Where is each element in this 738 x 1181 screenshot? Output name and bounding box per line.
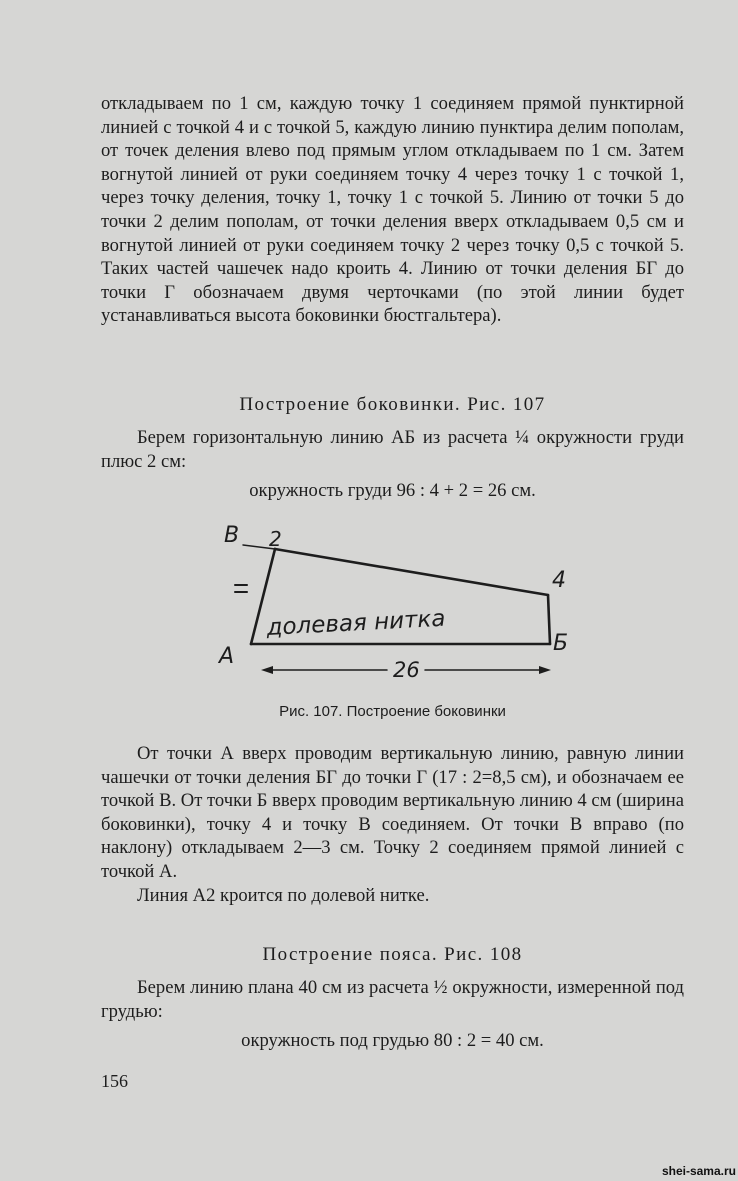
- figure-107-diagram: [215, 515, 585, 695]
- paragraph-continuation: [101, 92, 684, 328]
- label-point-b: Б: [553, 631, 569, 656]
- paragraph-2: Берем горизонтальную линию АБ из расчета ¼ окружности груди плюс 2 см:: [101, 427, 684, 472]
- paragraph-4: Линия А2 кроится по долевой нитке.: [137, 884, 430, 906]
- arrow-right-icon: [539, 666, 551, 674]
- page-number: 156: [101, 1071, 128, 1091]
- label-dimension-26: 26: [393, 658, 420, 682]
- paragraph-5: Берем линию плана 40 см из расчета ½ окружности, измеренной под грудью:: [101, 977, 684, 1022]
- paragraph-2-block: [101, 426, 684, 473]
- paragraph-3: От точки А вверх проводим вертикальную линию, равную линии чашечки от точки деления БГ до точки Г (17 : 2=8,5 см), и обозначаем ее точкой В. От точки Б вверх проводим вертикальную линию 4 см (ширина боковинки), точку 4 и точку В соединяем. От точки В вправо (по наклону) откладываем 2—3 см. Точку 2 соединяем прямой линией с точкой А.: [101, 743, 684, 882]
- section-heading-poyas: Построение пояса. Рис. 108: [262, 944, 523, 965]
- section-heading-bokovinka: Построение боковинки. Рис. 107: [239, 394, 546, 415]
- line-2-4: [275, 549, 548, 595]
- formula-bust: окружность груди 96 : 4 + 2 = 26 см.: [249, 480, 536, 501]
- label-point-4: 4: [552, 568, 566, 593]
- paragraph-1: откладываем по 1 см, каждую точку 1 соединяем прямой пунктирной линией с точкой 4 и с точкой 5, каждую линию пунктира делим пополам, от точек деления влево под прямым углом откладываем по 1 см. Затем вогнутой линией от руки соединяем точку 4 через точку 1 с точкой 1, через точку деления, точку 1, точку 1 с точкой 5. Линию от точки 5 до точки 2 делим пополам, от точки деления вверх откладываем 0,5 см и вогнутой линией от руки соединяем точку 2 через точку 0,5 с точкой 5. Таких частей чашечек надо кроить 4. Линию от точки деления БГ до точки Г обозначаем двумя черточками (по этой линии будет устанавливаться высота боковинки бюстгальтера).: [101, 93, 684, 327]
- paragraph-5-block: [101, 976, 684, 1023]
- watermark: shei-sama.ru: [661, 1164, 736, 1178]
- arrow-left-icon: [261, 666, 273, 674]
- label-point-v: В: [224, 523, 240, 548]
- label-point-a: А: [219, 644, 235, 669]
- label-point-2: 2: [269, 527, 282, 551]
- line-4-b: [548, 595, 550, 644]
- formula-underbust: окружность под грудью 80 : 2 = 40 см.: [241, 1030, 544, 1051]
- paragraphs-3-4-block: [101, 742, 684, 907]
- figure-caption: Рис. 107. Построение боковинки: [279, 703, 506, 720]
- label-grain-line: долевая нитка: [265, 605, 447, 641]
